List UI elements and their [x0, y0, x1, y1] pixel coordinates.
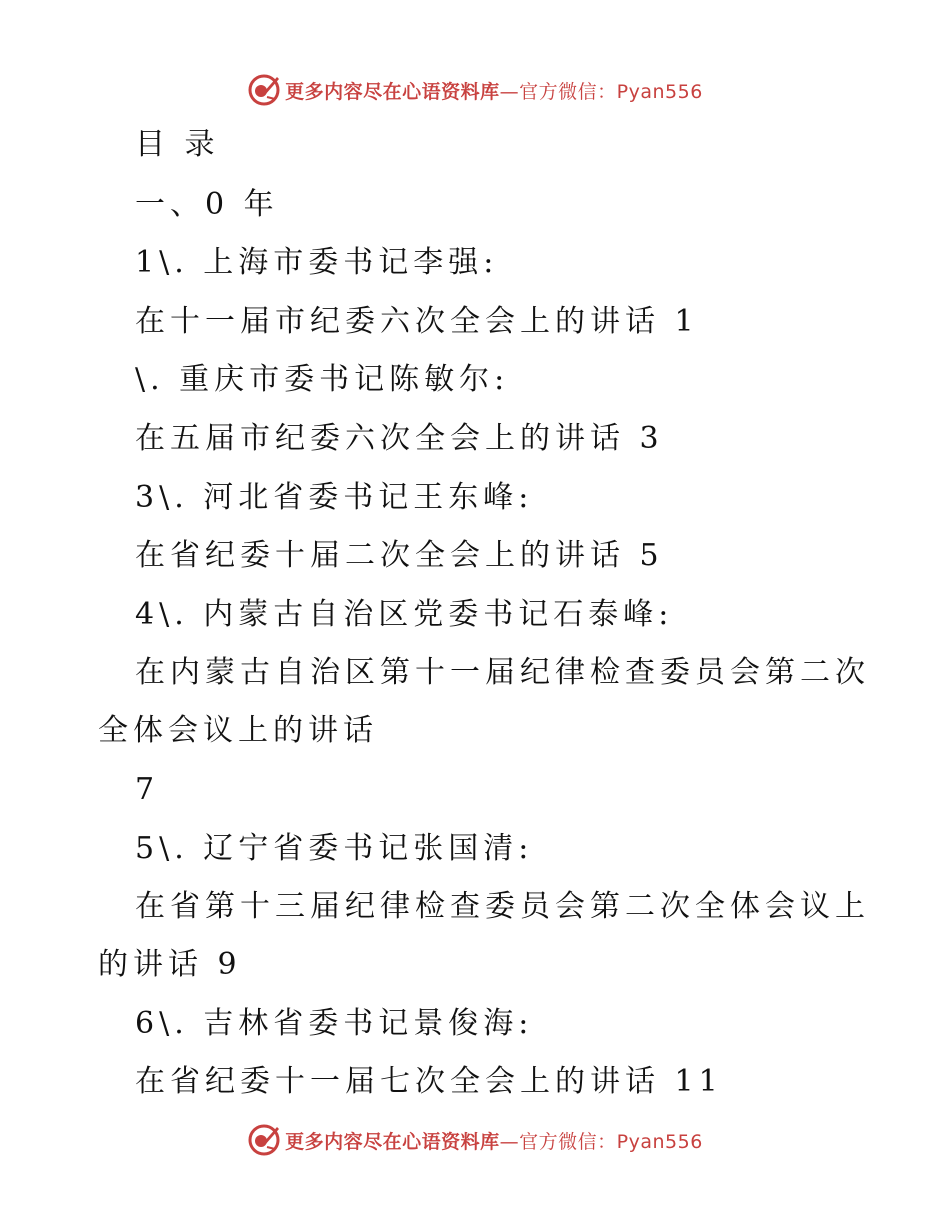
- footer-banner: [0, 1120, 950, 1160]
- toc-title: 目 录: [135, 127, 220, 162]
- banner-dash: —: [499, 80, 520, 103]
- banner-promo-text: 更多内容尽在心语资料库: [285, 1130, 500, 1153]
- footer-banner-text: [285, 1127, 703, 1154]
- toc-entry-heading: 1\. 上海市委书记李强:: [135, 245, 499, 280]
- toc-entry-heading: 5\. 辽宁省委书记张国清:: [135, 831, 534, 866]
- toc-entry-desc: 在内蒙古自治区第十一届纪律检查委员会第二次: [135, 655, 870, 690]
- toc-entry-desc: 在十一届市纪委六次全会上的讲话 1: [135, 304, 699, 339]
- toc-section-heading: 一、0 年: [135, 187, 279, 222]
- toc-entry-desc: 在省第十三届纪律检查委员会第二次全体会议上: [135, 889, 870, 924]
- toc-entry-desc: 在省纪委十届二次全会上的讲话 5: [135, 538, 664, 573]
- banner-promo-text: 更多内容尽在心语资料库: [285, 80, 500, 103]
- toc-entry-desc: 在五届市纪委六次全会上的讲话 3: [135, 421, 664, 456]
- toc-entry-heading: 3\. 河北省委书记王东峰:: [135, 480, 534, 515]
- toc-entry-page: 7: [135, 772, 160, 807]
- header-banner-text: [285, 77, 703, 104]
- toc-entry-heading: \. 重庆市委书记陈敏尔:: [135, 362, 510, 397]
- banner-wechat-text: 官方微信：Pyan556: [519, 1130, 703, 1153]
- toc-entry-desc-continued: 的讲话 9: [98, 947, 242, 982]
- toc-entry-heading: 4\. 内蒙古自治区党委书记石泰峰:: [135, 597, 674, 632]
- toc-entry-desc: 在省纪委十一届七次全会上的讲话 11: [135, 1064, 723, 1099]
- toc-entry-desc-continued: 全体会议上的讲话: [98, 713, 378, 748]
- pen-circle-icon: [247, 1123, 281, 1157]
- banner-dash: —: [499, 1130, 520, 1153]
- banner-wechat-text: 官方微信：Pyan556: [519, 80, 703, 103]
- pen-circle-icon: [247, 73, 281, 107]
- header-banner: [0, 70, 950, 110]
- toc-entry-heading: 6\. 吉林省委书记景俊海:: [135, 1006, 534, 1041]
